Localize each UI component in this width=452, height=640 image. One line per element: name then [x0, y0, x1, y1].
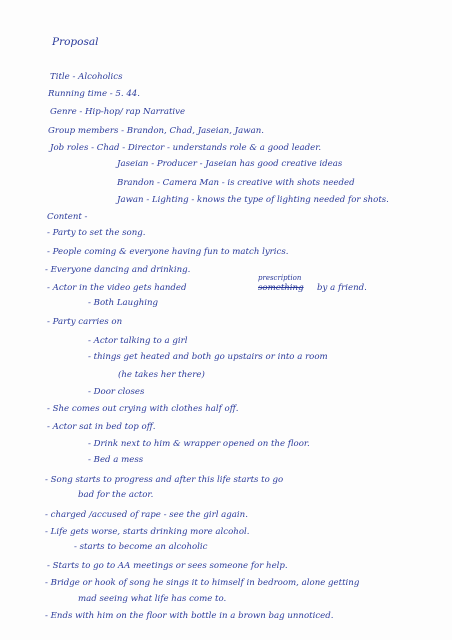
content-line: - things get heated and both go upstairs or into a room	[88, 352, 328, 362]
content-line: - charged /accused of rape - see the girl again.	[45, 510, 248, 520]
content-line: - Everyone dancing and drinking.	[45, 265, 191, 275]
title-line: Title - Alcoholics	[50, 72, 123, 82]
content-line: - Bed a mess	[88, 455, 144, 465]
content-line: - Bridge or hook of song he sings it to himself in bedroom, alone getting	[45, 578, 360, 588]
content-line: bad for the actor.	[78, 490, 154, 500]
content-line: - Actor sat in bed top off.	[47, 422, 156, 432]
content-line: (he takes her there)	[118, 370, 205, 380]
heading: Proposal	[52, 36, 99, 48]
job-roles-brandon: Brandon - Camera Man - is creative with shots needed	[117, 178, 355, 188]
content-line: - Actor talking to a girl	[88, 336, 188, 346]
running-time-line: Running time - 5. 44.	[48, 89, 140, 99]
job-roles-jaseian: Jaseian - Producer - Jaseian has good creative ideas	[117, 159, 343, 169]
content-line: - Party carries on	[47, 317, 123, 327]
content-line: - Party to set the song.	[47, 228, 146, 238]
content-line: - Song starts to progress and after this life starts to go	[45, 475, 284, 485]
content-line: - starts to become an alcoholic	[74, 542, 208, 552]
content-label: Content -	[47, 212, 88, 222]
content-line: - She comes out crying with clothes half off.	[47, 404, 239, 414]
group-members-line: Group members - Brandon, Chad, Jaseian, Jawan.	[48, 126, 264, 136]
content-line: - Drink next to him & wrapper opened on the floor.	[88, 439, 310, 449]
inserted-word: prescription	[258, 274, 302, 282]
content-line: - Actor in the video gets handed	[47, 283, 187, 293]
content-line: - Life gets worse, starts drinking more alcohol.	[45, 527, 250, 537]
content-line: mad seeing what life has come to.	[78, 594, 227, 604]
content-line: - People coming & everyone having fun to match lyrics.	[47, 247, 289, 257]
content-line: - Ends with him on the floor with bottle in a brown bag unnoticed.	[45, 611, 334, 621]
crossed-out-word: something	[258, 283, 304, 293]
job-roles-jawan: Jawan - Lighting - knows the type of lighting needed for shots.	[117, 195, 389, 205]
genre-line: Genre - Hip-hop/ rap Narrative	[50, 107, 186, 117]
job-roles-chad: Job roles - Chad - Director - understands role & a good leader.	[50, 143, 322, 153]
content-line: by a friend.	[317, 283, 367, 293]
content-line: - Both Laughing	[88, 298, 159, 308]
content-line: - Starts to go to AA meetings or sees someone for help.	[47, 561, 288, 571]
content-line: - Door closes	[88, 387, 145, 397]
